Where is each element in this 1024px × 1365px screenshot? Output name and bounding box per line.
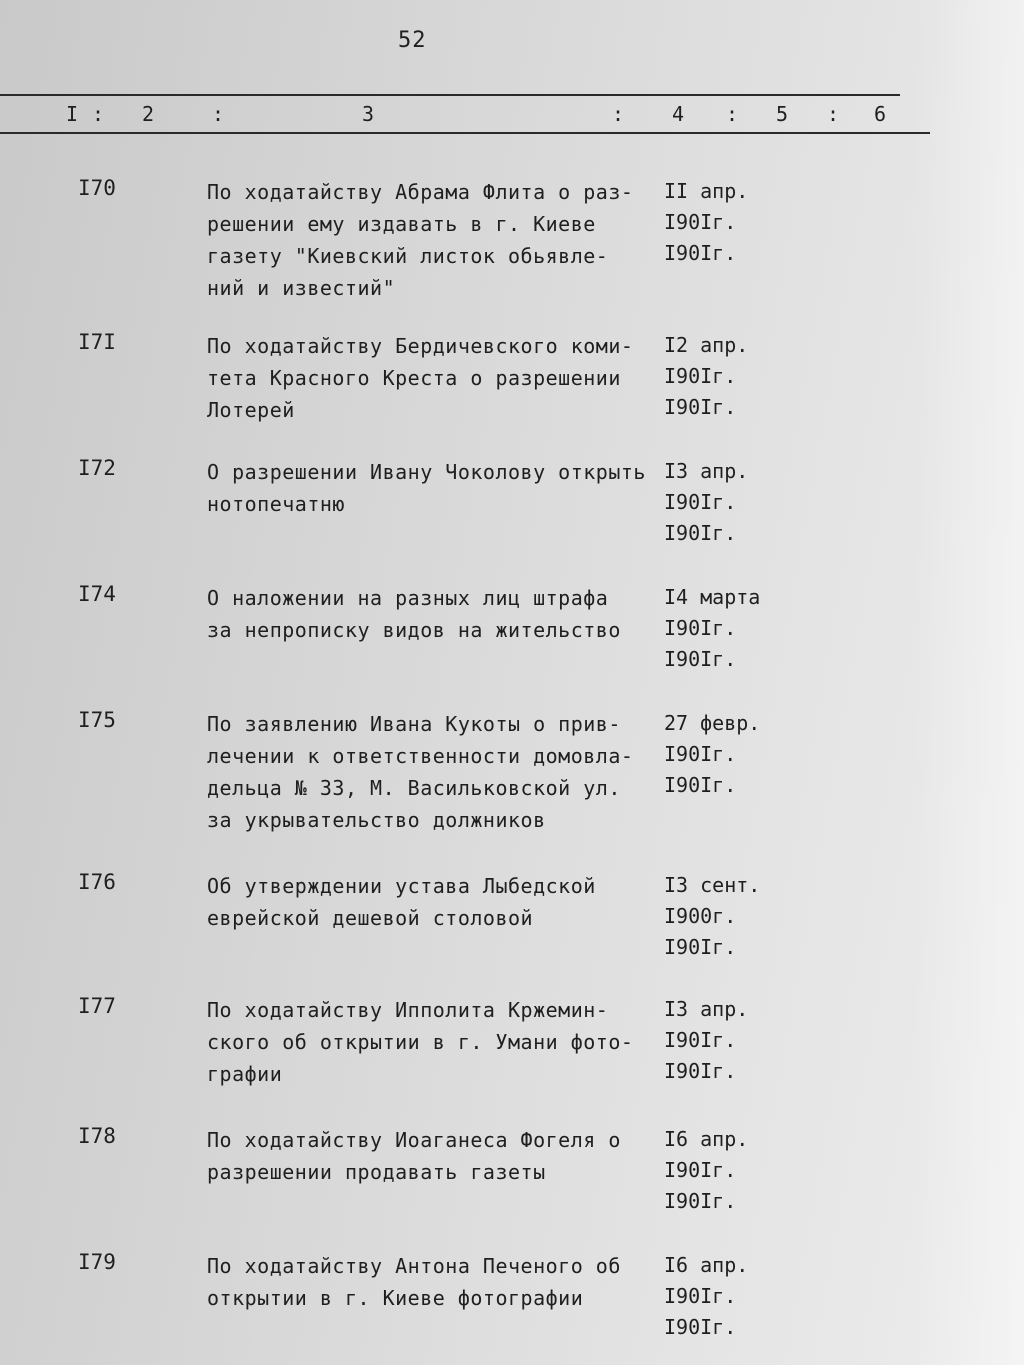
entry-dates	[664, 330, 794, 423]
column-header-5: 5	[776, 102, 789, 126]
date-line: I6 апр.	[664, 1127, 749, 1151]
date-line: I90Iг.	[664, 395, 737, 419]
entry-description	[207, 456, 657, 520]
description-line: По ходатайству Абрама Флита о раз-	[207, 180, 634, 204]
description-line: газету "Киевский листок обьявле-	[207, 244, 609, 268]
description-line: По ходатайству Ипполита Кржемин-	[207, 998, 609, 1022]
entry-description	[207, 1250, 657, 1314]
entry-number: I72	[78, 456, 116, 480]
entry-number: I79	[78, 1250, 116, 1274]
column-separator: :	[612, 102, 625, 126]
entry-dates	[664, 582, 794, 675]
date-line: I90Iг.	[664, 935, 737, 959]
description-line: нотопечатню	[207, 492, 345, 516]
entry-dates	[664, 176, 794, 269]
column-header-6: 6	[874, 102, 887, 126]
description-line: По заявлению Ивана Кукоты о прив-	[207, 712, 621, 736]
entry-number: I78	[78, 1124, 116, 1148]
header-bottom-rule	[0, 132, 930, 134]
description-line: тета Красного Креста о разрешении	[207, 366, 621, 390]
column-separator: :	[212, 102, 225, 126]
entry-dates	[664, 456, 794, 549]
description-line: за укрывательство должников	[207, 808, 546, 832]
date-line: I90Iг.	[664, 490, 737, 514]
entry-description	[207, 176, 657, 304]
description-line: Лотерей	[207, 398, 295, 422]
column-header-4: 4	[672, 102, 685, 126]
date-line: I4 марта	[664, 585, 761, 609]
description-line: лечении к ответственности домовла-	[207, 744, 634, 768]
entry-number: I74	[78, 582, 116, 606]
date-line: I90Iг.	[664, 1028, 737, 1052]
column-separator: :	[92, 102, 105, 126]
column-header-3: 3	[362, 102, 375, 126]
column-separator: :	[726, 102, 739, 126]
date-line: I90Iг.	[664, 241, 737, 265]
page-number: 52	[398, 28, 427, 53]
page-shading	[914, 0, 1024, 1365]
date-line: I90Iг.	[664, 616, 737, 640]
description-line: еврейской дешевой столовой	[207, 906, 534, 930]
entry-description	[207, 1124, 657, 1188]
date-line: I90Iг.	[664, 1158, 737, 1182]
description-line: ского об открытии в г. Умани фото-	[207, 1030, 634, 1054]
entry-dates	[664, 708, 794, 801]
date-line: I3 апр.	[664, 997, 749, 1021]
entry-dates	[664, 1124, 794, 1217]
date-line: I90Iг.	[664, 1189, 737, 1213]
description-line: По ходатайству Антона Печеного об	[207, 1254, 621, 1278]
description-line: разрешении продавать газеты	[207, 1160, 546, 1184]
date-line: I90Iг.	[664, 364, 737, 388]
date-line: I3 апр.	[664, 459, 749, 483]
entry-number: I70	[78, 176, 116, 200]
date-line: 27 февр.	[664, 711, 761, 735]
description-line: решении ему издавать в г. Киеве	[207, 212, 596, 236]
entry-description	[207, 330, 657, 426]
description-line: открытии в г. Киеве фотографии	[207, 1286, 584, 1310]
date-line: I900г.	[664, 904, 737, 928]
description-line: графии	[207, 1062, 283, 1086]
date-line: I90Iг.	[664, 1315, 737, 1339]
date-line: I6 апр.	[664, 1253, 749, 1277]
description-line: По ходатайству Иоаганеса Фогеля о	[207, 1128, 621, 1152]
date-line: I90Iг.	[664, 647, 737, 671]
date-line: I90Iг.	[664, 1284, 737, 1308]
entry-number: I77	[78, 994, 116, 1018]
date-line: I90Iг.	[664, 1059, 737, 1083]
entry-description	[207, 582, 657, 646]
entry-number: I76	[78, 870, 116, 894]
entry-dates	[664, 870, 794, 963]
entry-description	[207, 708, 657, 836]
date-line: I3 сент.	[664, 873, 761, 897]
column-header-2: 2	[142, 102, 155, 126]
entry-dates	[664, 994, 794, 1087]
description-line: Об утверждении устава Лыбедской	[207, 874, 596, 898]
description-line: дельца № 33, М. Васильковской ул.	[207, 776, 621, 800]
entry-dates	[664, 1250, 794, 1343]
header-top-rule	[0, 94, 900, 96]
date-line: I2 апр.	[664, 333, 749, 357]
date-line: I90Iг.	[664, 742, 737, 766]
entry-description	[207, 870, 657, 934]
description-line: за непрописку видов на жительство	[207, 618, 621, 642]
description-line: ний и известий"	[207, 276, 396, 300]
date-line: I90Iг.	[664, 210, 737, 234]
date-line: I90Iг.	[664, 773, 737, 797]
entry-number: I7I	[78, 330, 116, 354]
description-line: О разрешении Ивану Чоколову открыть	[207, 460, 646, 484]
column-separator: :	[827, 102, 840, 126]
description-line: По ходатайству Бердичевского коми-	[207, 334, 634, 358]
date-line: I90Iг.	[664, 521, 737, 545]
date-line: II апр.	[664, 179, 749, 203]
description-line: О наложении на разных лиц штрафа	[207, 586, 609, 610]
entry-description	[207, 994, 657, 1090]
column-header-1: I	[66, 102, 79, 126]
entry-number: I75	[78, 708, 116, 732]
